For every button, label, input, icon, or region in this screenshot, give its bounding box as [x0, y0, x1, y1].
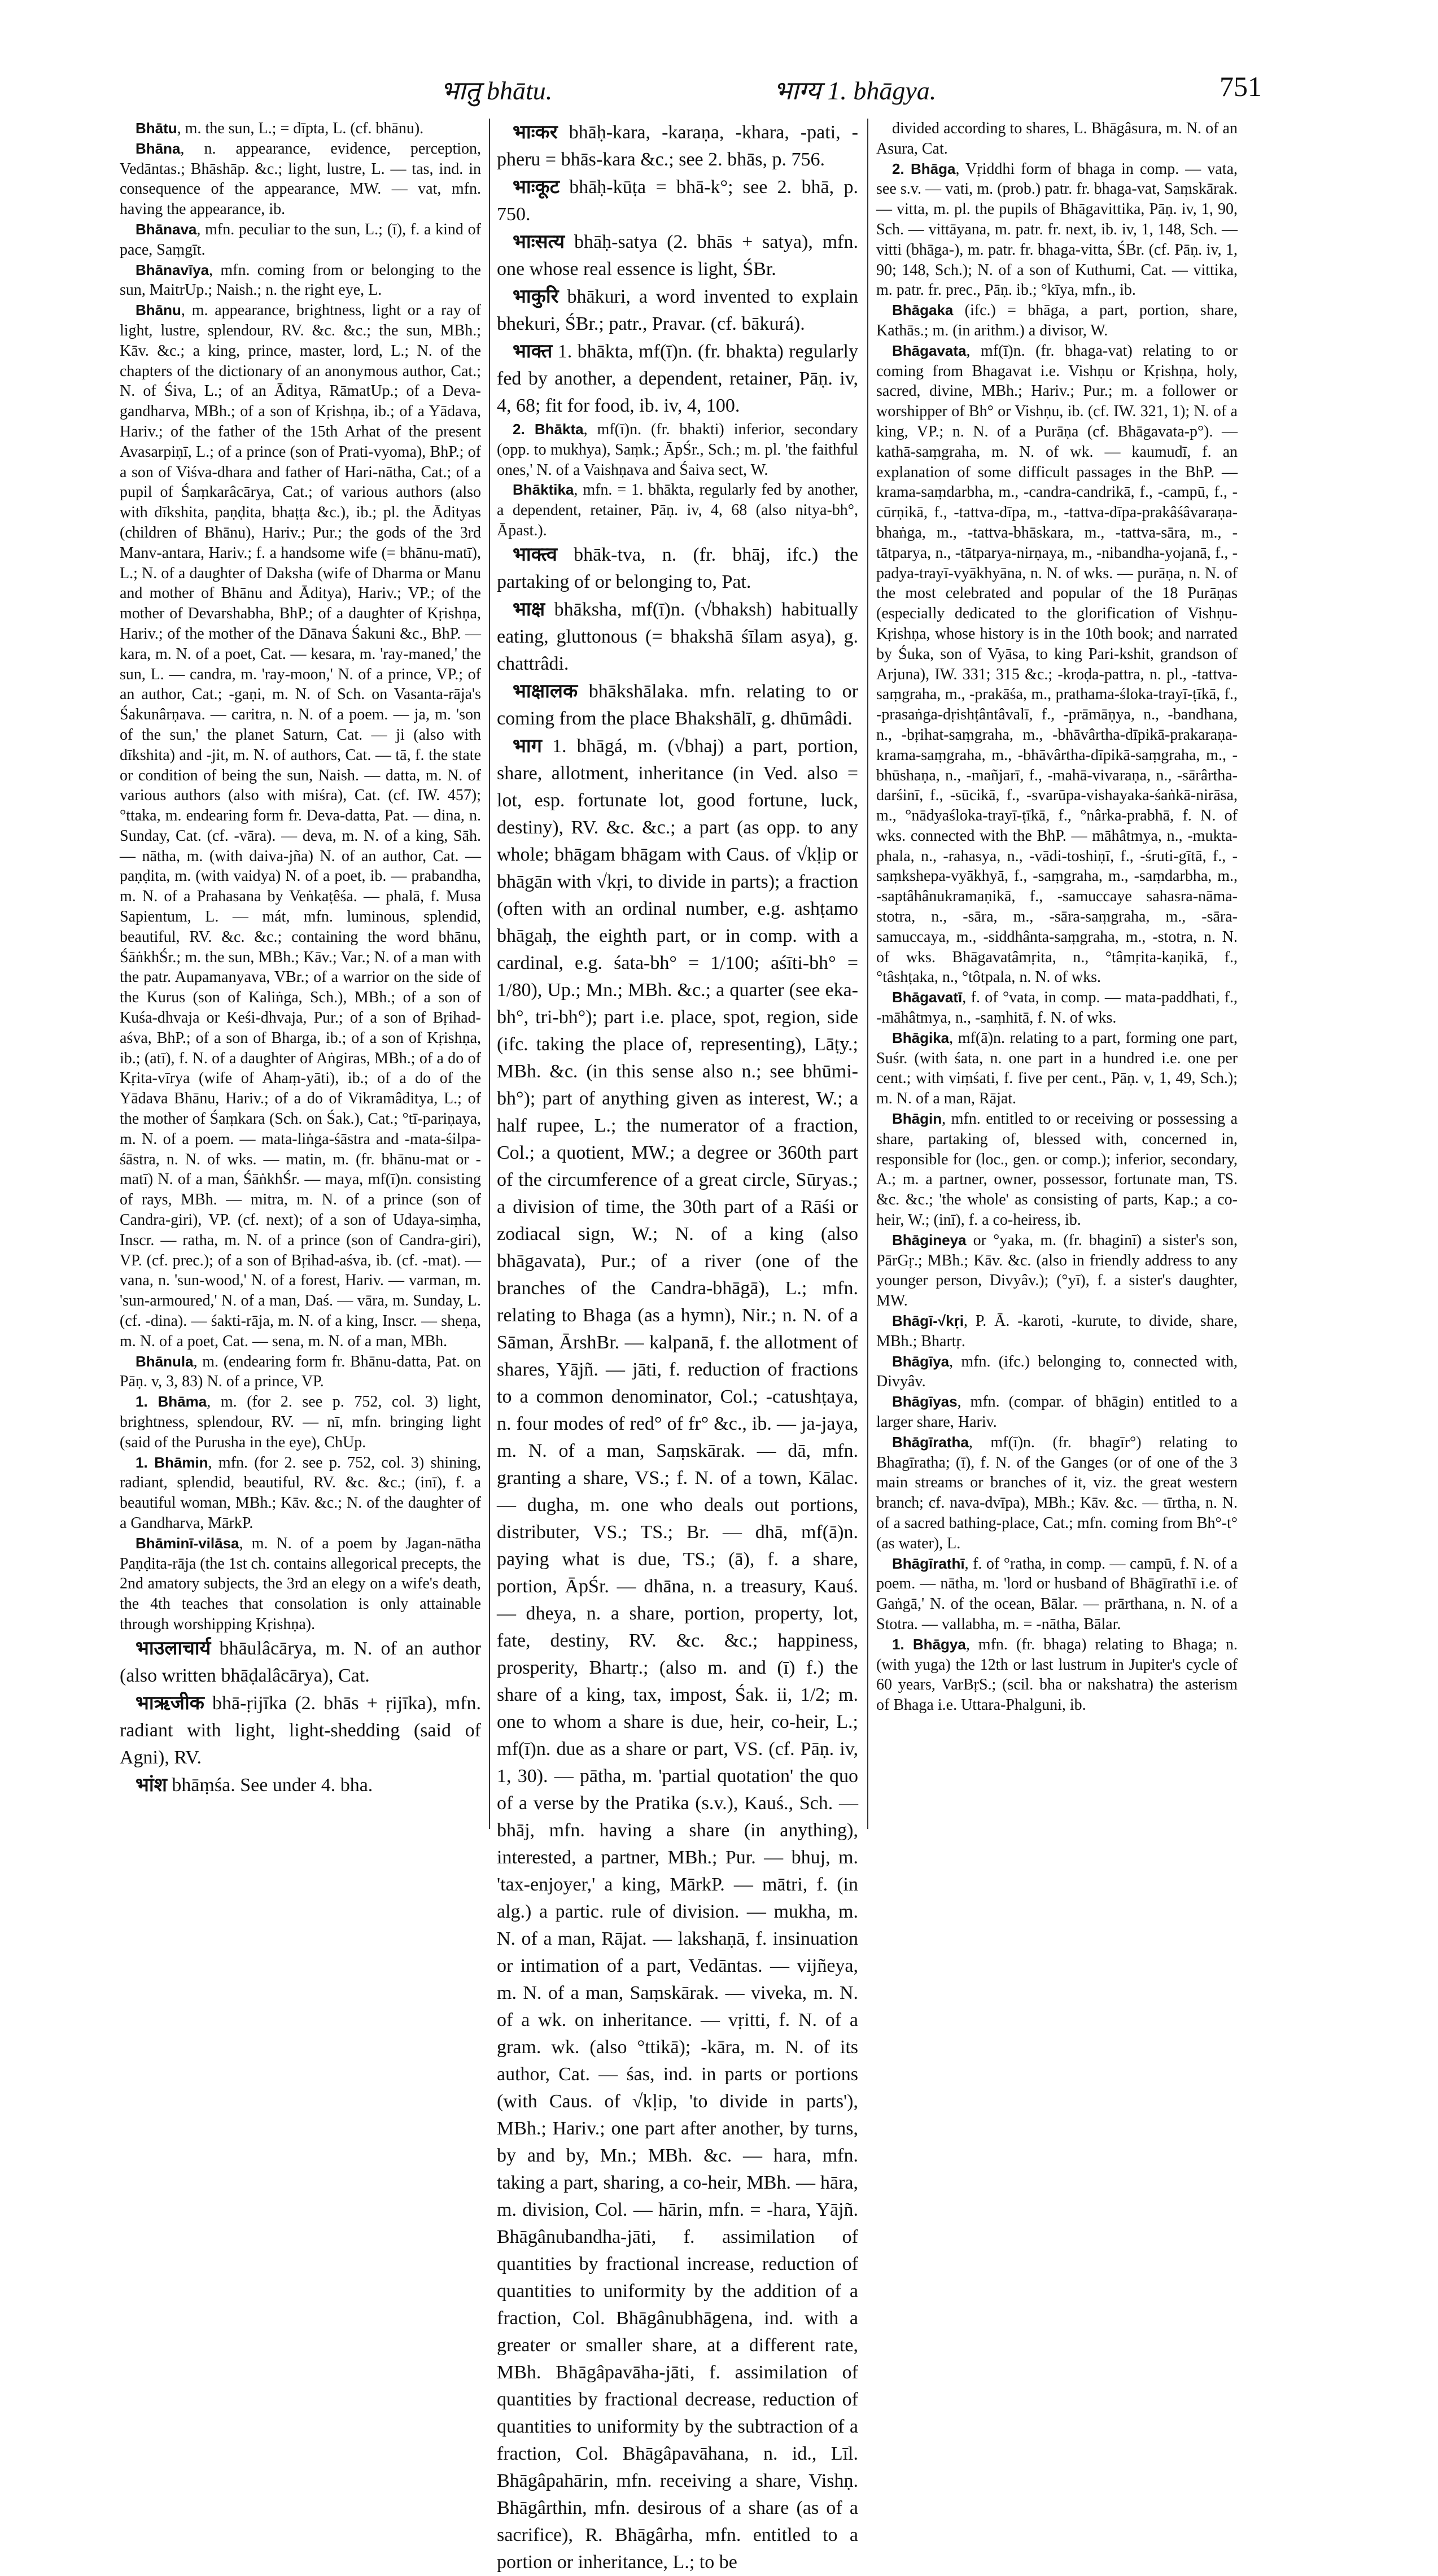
devanagari-headword: भाग — [513, 734, 542, 757]
entry-definition: , mfn. (compar. of bhāgin) entitled to a larger share, Hariv. — [876, 1393, 1238, 1431]
headword: Bhānavīya — [136, 261, 209, 278]
column-1 — [120, 119, 481, 1846]
dictionary-entry — [497, 338, 858, 420]
devanagari-headword: भाकुरि — [513, 285, 559, 308]
entry-definition: , f. of °vata, in comp. — mata-paddhati, f., -māhâtmya, n., -saṃhitā, f. N. of wks. — [876, 989, 1238, 1027]
headword: Bhāgīratha — [892, 1433, 969, 1451]
headword: 1. Bhāmin — [136, 1453, 208, 1471]
headword: Bhānava — [136, 220, 197, 238]
entry-definition: , m. the sun, L.; = dīpta, L. (cf. bhānu). — [177, 120, 424, 137]
entry-definition: bhākshālaka. mfn. relating to or coming from the place Bhakshālī, g. dhūmâdi. — [497, 680, 858, 729]
entry-definition: bhāḥ-satya (2. bhās + satya), mfn. one whose real essence is light, ŚBr. — [497, 232, 858, 280]
dictionary-entry — [120, 1689, 481, 1771]
dictionary-entry — [876, 341, 1238, 988]
devanagari-headword: भाक्त — [513, 340, 553, 363]
entry-definition: or °yaka, m. (fr. bhaginī) a sister's son, PārGṛ.; MBh.; Kāv. &c. (also in friendly address to any younger person, Divyâv.); (°yī), f. a sister's daughter, MW. — [876, 1231, 1238, 1310]
devanagari-headword: भाक्त्व — [513, 543, 557, 566]
dictionary-entry — [876, 1433, 1238, 1554]
dictionary-entry — [876, 300, 1238, 341]
headword: 2. Bhākta — [513, 421, 584, 438]
headword: Bhāgīyas — [892, 1393, 958, 1411]
dictionary-entry — [876, 1635, 1238, 1715]
entry-definition: , mfn. (for 2. see p. 752, col. 3) shining, radiant, splendid, beautiful, RV. &c. &c.; (inī), f. a beautiful woman, MBh.; Kāv. &c.; N. of the daughter of a Gandharva, MārkP. — [120, 1453, 481, 1532]
headword: Bhāgī-√kṛi — [892, 1312, 964, 1330]
dictionary-entry — [876, 1311, 1238, 1352]
entry-definition: , m. appearance, brightness, light or a ray of light, lustre, splendour, RV. &c. &c.; the sun, MBh.; Kāv. &c.; a king, prince, master, lord, L.; N. of the chapters of the dictionary of an anonymous author, Cat.; N. of Śiva, L.; of an Āditya, RāmatUp.; of a Deva-gandharva, MBh.; of a son of Kṛishṇa, ib.; of a Yādava, Hariv.; of the father of the 15th Arhat of the present Avasarpiṇī, L.; of a prince (son of Prati-vyoma), BhP.; of a son of Viśva-dhara and father of Hari-nātha, Cat.; of a pupil of Śaṃkarâcārya, Cat.; of various authors (also with dīkshita, paṇḍita, bhaṭṭa &c.), ib.; pl. the Ādityas (children of Bhānu), Hariv.; Pur.; the gods of the 3rd Manv-antara, Hariv.; f. a handsome wife (= bhānu-matī), L.; N. of a daughter of Daksha (wife of Dharma or Manu and mother of Bhānu and Āditya), Hariv.; VP.; of the mother of Devarshabha, BhP.; of a daughter of Kṛishṇa, Hariv.; of the mother of the Dānava Śakuni &c., BhP. — kara, m. N. of a poet, Cat. — kesara, m. 'ray-maned,' the sun, L. — candra, m. 'ray-moon,' N. of a prince, VP.; of an author, Cat.; -gaṇi, m. N. of Sch. on Vasanta-rāja's Śakunârṇava. — caritra, n. N. of a poem. — ja, m. 'son of the sun,' the planet Saturn, Cat. — ji (also with dīkshita) and -jit, m. N. of authors, Cat. — tā, f. the state or condition of being the sun, Naish. — datta, m. N. of various authors (also with miśra), Cat. (cf. IW. 457); °ttaka, m. endearing form fr. Deva-datta, Pat. — dina, n. Sunday, Cat. (cf. -vāra). — deva, m. N. of a king, Sāh. — nātha, m. (with daiva-jña) N. of an author, Cat. — paṇḍita, m. (with vaidya) N. of a poet, ib. — prabandha, m. N. of a Prahasana by Veṅkaṭêśa. — phalā, f. Musa Sapientum, L. — mát, mfn. luminous, splendid, beautiful, RV. &c. &c.; containing the word bhānu, ŚāṅkhŚr.; m. the sun, MBh.; Kāv.; Var.; N. of a man with the patr. Aupamanyava, VBr.; of a warrior on the side of the Kurus (son of Kaliṅga, Sch.), MBh.; of a son of Kuśa-dhvaja or Keśi-dhvaja, Pur.; of a son of Bṛihad-aśva, BhP.; of a son of Bharga, ib.; of a son of Kṛishṇa, ib.; (atī), f. N. of a daughter of Aṅgiras, MBh.; of a do of Kṛita-vīrya (wife of Ahaṃ-yāti), ib.; of a do of the Yādava Bhānu, Hariv.; of a do of Vikramâditya, L.; of the mother of Śaṃkara (Sch. on Śak.), Cat.; °tī-pariṇaya, m. N. of a poem. — mata-liṅga-śāstra and -mata-śilpa-śāstra, n. N. of wks. — matin, m. (fr. bhānu-mat or -matī) N. of a man, ŚāṅkhŚr. — maya, mf(ī)n. consisting of rays, MBh. — mitra, m. N. of a prince (son of Candra-giri), VP. (cf. next); of a son of Udaya-siṃha, Inscr. — ratha, m. N. of a prince (son of Candra-giri), VP. (cf. prec.); of a son of Bṛihad-aśva, ib. (cf. -mat). — vana, n. 'sun-wood,' N. of a forest, Hariv. — varman, m. 'sun-armoured,' N. of a man, Daś. — vāra, m. Sunday, L. (cf. -dina). — śakti-rāja, m. N. of a king, Inscr. — sheṇa, m. N. of a poet, Cat. — sena, m. N. of a man, MBh. — [120, 302, 481, 1350]
entry-definition: , mfn. peculiar to the sun, L.; (ī), f. a kind of pace, Saṃgīt. — [120, 220, 481, 259]
headword: 2. Bhāga — [892, 160, 956, 177]
dictionary-entry — [876, 1352, 1238, 1392]
devanagari-headword: भांश — [136, 1773, 167, 1796]
entry-definition: bhāṃśa. See under 4. bha. — [167, 1774, 373, 1796]
dictionary-entry — [497, 678, 858, 732]
headword: Bhāgika — [892, 1029, 950, 1046]
entry-definition: bhā-ṛijīka (2. bhās + ṛijīka), mfn. radiant with light, light-shedding (said of Agni), RV. — [120, 1692, 481, 1768]
dictionary-entry — [876, 159, 1238, 301]
dictionary-entry — [876, 1392, 1238, 1433]
entry-definition: , f. of °ratha, in comp. — campū, f. N. of a poem. — nātha, m. 'lord or husband of Bhāgīrathī i.e. of Gaṅgā,' N. of the ocean, Bālar. — prārthana, n. N. of a Stotra. — vallabha, m. = -nātha, Bālar. — [876, 1555, 1238, 1633]
dictionary-entry — [876, 988, 1238, 1028]
entry-definition: bhāksha, mf(ī)n. (√bhaksh) habitually eating, gluttonous (= bhakshā śīlam asya), g. chattrâdi. — [497, 599, 858, 674]
running-head-right: भाग्य 1. bhāgya. — [773, 76, 937, 105]
dictionary-entry — [497, 420, 858, 480]
dictionary-entry — [876, 1028, 1238, 1109]
headword: Bhāgin — [892, 1110, 942, 1128]
devanagari-headword: भाःकर — [513, 121, 558, 143]
headword: Bhāgīrathī — [892, 1555, 965, 1572]
dictionary-entry — [497, 228, 858, 283]
dictionary-entry — [876, 1109, 1238, 1230]
headword: Bhātu — [136, 120, 177, 137]
dictionary-entry — [497, 596, 858, 678]
entry-definition: bhāḥ-kara, -karaṇa, -khara, -pati, -pheru = bhās-kara &c.; see 2. bhās, p. 756. — [497, 122, 858, 170]
dictionary-entry — [497, 480, 858, 540]
entry-definition: , P. Ā. -karoti, -kurute, to divide, share, MBh.; Bhartṛ. — [876, 1312, 1238, 1350]
dictionary-entry — [120, 1392, 481, 1452]
devanagari-headword: भाःकूट — [513, 176, 560, 198]
dictionary-entry — [120, 1453, 481, 1534]
headword: Bhāgīya — [892, 1352, 950, 1370]
column-divider — [489, 119, 490, 1829]
entry-definition: , mfn. (fr. bhaga) relating to Bhaga; n. (with yuga) the 12th or last lustrum in Jupiter's cycle of 60 years, VarBṛS.; (scil. bha or nakshatra) the asterism of Bhaga i.e. Uttara-Phalguni, ib. — [876, 1635, 1238, 1714]
entry-definition: , mfn. (ifc.) belonging to, connected with, Divyâv. — [876, 1352, 1238, 1391]
page-number: 751 — [1220, 71, 1262, 102]
dictionary-entry — [876, 119, 1238, 159]
dictionary-entry — [876, 1230, 1238, 1311]
entry-definition: , mf(ā)n. relating to a part, forming one part, Suśr. (with śata, n. one part in a hundred i.e. one per cent.; with viṃśati, f. five per cent., Pāṇ. v, 1, 49, Sch.); m. N. of a man, Rājat. — [876, 1029, 1238, 1108]
entry-definition: , mfn. = 1. bhākta, regularly fed by another, a dependent, retainer, Pāṇ. iv, 4, 68 (also nitya-bh°, Āpast.). — [497, 481, 858, 539]
headword: Bhānu — [136, 302, 181, 319]
entry-definition: , m. (for 2. see p. 752, col. 3) light, brightness, splendour, RV. — nī, mfn. bringing light (said of the Purusha in the eye), ChUp. — [120, 1393, 482, 1451]
dictionary-entry — [497, 283, 858, 338]
entry-definition: bhākuri, a word invented to explain bhekuri, ŚBr.; patr., Pravar. (cf. bākurá). — [497, 286, 858, 334]
running-head-left: भातु bhātu. — [440, 76, 553, 105]
dictionary-entry — [497, 732, 858, 2576]
entry-definition: bhāk-tva, n. (fr. bhāj, ifc.) the partaking of or belonging to, Pat. — [497, 544, 858, 592]
headword: Bhāktika — [513, 481, 574, 499]
entry-definition: bhāulâcārya, m. N. of an author (also written bhāḍalâcārya), Cat. — [120, 1638, 481, 1686]
entry-definition: , mfn. entitled to or receiving or possessing a share, partaking of, blessed with, concerned in, responsible for (loc., gen. or comp.); inferior, secondary, A.; m. a partner, owner, possessor, fortunate man, TS. &c. &c.; 'the whole' as consisting of parts, Kap.; a co-heir, W.; (inī), f. a co-heiress, ib. — [876, 1110, 1238, 1229]
column-divider — [867, 119, 868, 1829]
headword: Bhāgineya — [892, 1231, 967, 1248]
entry-definition: 1. bhāgá, m. (√bhaj) a part, portion, share, allotment, inheritance (in Ved. also = lot, esp. fortunate lot, good fortune, luck, destiny), RV. &c. &c.; a part (as opp. to any whole; bhāgam bhāgam with Caus. of √kḷip or bhāgān with √kṛi, to divide in parts); a fraction (often with an ordinal number, e.g. ashṭamo bhāgaḥ, the eighth part, or in comp. with a cardinal, e.g. śata-bh° = 1/100; aśīti-bh° = 1/80), Up.; Mn.; MBh. &c.; a quarter (see eka-bh°, tri-bh°); part i.e. place, spot, region, side (ifc. taking the place of, representing), Lāṭy.; MBh. &c. (in this sense also n.; see bhūmi-bh°); part of anything given as interest, W.; a half rupee, L.; the numerator of a fraction, Col.; a quotient, MW.; a degree or 360th part of the circumference of a great circle, Sūryas.; a division of time, the 30th part of a Rāśi or zodiacal sign, W.; N. of a king (also bhāgavata), Pur.; of a river (one of the branches of the Candra-bhāgā), L.; mfn. relating to Bhaga (as a hymn), Nir.; n. N. of a Sāman, ĀrshBr. — kalpanā, f. the allotment of shares, Yājñ. — jāti, f. reduction of fractions to a common denominator, Col.; -catushṭaya, n. four modes of red° of fr° &c., ib. — ja-jaya, m. N. of a man, Saṃskārak. — dā, mfn. granting a share, VS.; f. N. of a town, Kālac. — dugha, m. one who deals out portions, distributer, VS.; TS.; Br. — dhā, mf(ā)n. paying what is due, TS.; (ā), f. a share, portion, ĀpŚr. — dhāna, n. a treasury, Kauś. — dheya, n. a share, portion, property, lot, fate, destiny, RV. &c. &c.; happiness, prosperity, Bhartṛ.; (also m. and (ī) f.) the share of a king, tax, impost, Śak. ii, 1/2; m. one to whom a share is due, heir, co-heir, L.; mf(ī)n. due as a share or part, VS. (cf. Pāṇ. iv, 1, 30). — pātha, m. 'partial quotation' the quo of a verse by the Pratika (s.v.), Kauś., Sch. — bhāj, mfn. having a share (in anything), interested, a partner, MBh.; Pur. — bhuj, m. 'tax-enjoyer,' a king, MārkP. — mātri, f. (in alg.) a partic. rule of division. — mukha, m. N. of a man, Rājat. — lakshaṇā, f. insinuation or intimation of a part, Vedāntas. — vijñeya, m. N. of a man, Saṃskārak. — viveka, m. N. of a wk. on inheritance. — vṛitti, f. N. of a gram. wk. (also °ttikā); -kāra, m. N. of its author, Cat. — śas, ind. in parts or portions (with Caus. of √kḷip, 'to divide in parts'), MBh.; Hariv.; one part after another, by turns, by and by, Mn.; MBh. &c. — hara, mfn. taking a part, sharing, a co-heir, MBh. — hāra, m. division, Col. — hārin, mfn. = -hara, Yājñ. Bhāgânubandha-jāti, f. assimilation of quantities by fractional increase, reduction of quantities to uniformity by the addition of a fraction, Col. Bhāgânubhāgena, ind. with a greater or smaller share, at a different rate, MBh. Bhāgâpavāha-jāti, f. assimilation of quantities by fractional decrease, reduction of quantities to uniformity by the subtraction of a fraction, Col. Bhāgâpavāhana, n. id., Līl. Bhāgâpahārin, mfn. receiving a share, Vishṇ. Bhāgârthin, mfn. desirous of a share (as of a sacrifice), R. Bhāgârha, mfn. entitled to a portion or inheritance, L.; to be — [497, 735, 858, 2573]
devanagari-headword: भाःसत्य — [513, 230, 565, 253]
devanagari-headword: भाक्ष — [513, 597, 545, 621]
headword: 1. Bhāma — [136, 1393, 207, 1411]
entry-definition: , m. (endearing form fr. Bhānu-datta, Pat. on Pāṇ. v, 3, 83) N. of a prince, VP. — [120, 1352, 481, 1391]
entry-definition: bhāḥ-kūṭa = bhā-k°; see 2. bhā, p. 750. — [497, 177, 858, 225]
devanagari-headword: भाऋजीक — [136, 1691, 204, 1714]
dictionary-entry — [120, 1534, 481, 1635]
dictionary-entry — [120, 1635, 481, 1689]
headword: Bhāgavatī — [892, 989, 963, 1006]
dictionary-entry — [497, 173, 858, 228]
dictionary-entry — [497, 541, 858, 596]
dictionary-entry — [120, 139, 481, 220]
dictionary-entry — [120, 300, 481, 1351]
entry-definition: (ifc.) = bhāga, a part, portion, share, Kathās.; m. (in arithm.) a divisor, W. — [876, 302, 1238, 339]
headword: 1. Bhāgya — [892, 1635, 966, 1653]
headword: Bhānula — [136, 1352, 194, 1370]
column-3 — [876, 119, 1238, 1846]
dictionary-entry — [497, 119, 858, 173]
entry-definition: divided according to shares, L. Bhāgâsura, m. N. of an Asura, Cat. — [876, 120, 1238, 158]
entry-definition: , mf(ī)n. (fr. bhaga-vat) relating to or coming from Bhagavat i.e. Vishṇu or Kṛishṇa, holy, sacred, divine, MBh.; Hariv.; Pur.; m. a follower or worshipper of Bh° or Vishṇu, ib. (cf. IW. 321, 1); N. of a king, VP.; n. N. of a Purāṇa (cf. Bhāgavata-p°). — kathā-saṃgraha, m. N. of wk. — kaumudī, f. an explanation of some difficult passages in the BhP. — krama-saṃdarbha, m., -candra-candrikā, f., -campū, f., -cūrṇikā, f., -tattva-dīpa, m., -tattva-dīpa-prakâśâvaraṇa-bhaṅga, m., -tattva-bhāskara, m., -tattva-sāra, m., -tātparya, n., -tātparya-nirṇaya, m., -nibandha-yojanā, f., -padya-trayī-vyākhyāna, n. N. of wks. — purāṇa, n. N. of the most celebrated and popular of the 18 Purāṇas (especially dedicated to the glorification of Vishṇu-Kṛishṇa, whose history is in the 10th book; and narrated by Śuka, son of Vyāsa, to king Pari-kshit, grandson of Arjuna), IW. 331; 315 &c.; -kroḍa-pattra, n. pl., -tattva-saṃgraha, m., -prakāśa, m., prathama-śloka-trayī-ṭīkā, f., -prasaṅga-dṛishṭântâvalī, f., -prāmāṇya, n., -bandhana, n., -bṛihat-saṃgraha, m., -bhāvârtha-dīpikā-prakaraṇa-krama-saṃgraha, m., -bhāvârtha-dīpikā-saṃgraha, m., -bhūshaṇa, n., -mañjarī, f., -mahā-vivaraṇa, n., -sārârtha-darśinī, f., -sūcikā, f., -svarūpa-vishayaka-śaṅkā-nirāsa, m., °nādyaśloka-trayī-ṭīkā, f., °nârka-prabhā, f. N. of wks. connected with the BhP. — māhâtmya, n., -mukta-phala, n., -rahasya, n., -vādi-toshiṇī, f., -śruti-gītā, f., -saṃkshepa-vyākhyā, f., -saṃgraha, m., -saṃdarbha, m., -saptâhânukramaṇikā, f., -samuccaye sahasra-nāma-stotra, n., -sāra, m., -sāra-saṃgraha, m., -sāra-samuccaya, m., -siddhânta-saṃgraha, m., -stotra, n. N. of wks. Bhāgavatâmṛita, n., °tâmṛita-kaṇikā, f., °tâshṭaka, n., °tôtpala, n. N. of wks. — [876, 342, 1238, 986]
dictionary-entry — [876, 1554, 1238, 1635]
headword: Bhāgavata — [892, 342, 967, 359]
page-header — [0, 0, 1438, 113]
entry-definition: , mf(ī)n. (fr. bhagīr°) relating to Bhagīratha; (ī), f. N. of the Ganges (or of one of the 3 main streams or branches of it, viz. the great western branch; cf. nava-dvīpa), MBh.; Kāv. &c. — tīrtha, n. N. of a sacred bathing-place, Cat.; mfn. coming from Bh°-t° (as water), L. — [876, 1433, 1238, 1552]
devanagari-headword: भाउलाचार्य — [136, 1636, 211, 1660]
headword: Bhāminī-vilāsa — [136, 1534, 239, 1552]
dictionary-entry — [120, 119, 481, 139]
dictionary-entry — [120, 220, 481, 260]
devanagari-headword: भाक्षालक — [513, 679, 578, 702]
entry-definition: , Vṛiddhi form of bhaga in comp. — vata, see s.v. — vati, m. (prob.) patr. fr. bhaga-vat, Saṃskārak. — vitta, m. pl. the pupils of Bhāgavittika, Pāṇ. iv, 1, 90, Sch. — vittāyana, m. patr. fr. next, ib. iv, 1, 148, Sch. — vitti (bhāga-), m. patr. fr. bhaga-vitta, ŚBr. (cf. Pāṇ. iv, 1, 90; 148, Sch.); N. of a son of Kuthumi, Cat. — vittika, m. patr. fr. prec., Pāṇ. ib.; °kīya, mfn., ib. — [876, 160, 1238, 299]
headword: Bhāgaka — [892, 302, 954, 319]
entry-definition: , m. N. of a poem by Jagan-nātha Paṇḍita-rāja (the 1st ch. contains allegorical precepts, the 2nd amatory subjects, the 3rd an elegy on a wife's death, the 4th teaches that consolation is only attainable through worshipping Kṛishṇa). — [120, 1534, 481, 1633]
column-2 — [497, 119, 858, 2573]
dictionary-entry — [120, 1352, 481, 1392]
dictionary-entry — [120, 1771, 481, 1799]
dictionary-entry — [120, 260, 481, 301]
entry-definition: 1. bhākta, mf(ī)n. (fr. bhakta) regularly fed by another, a dependent, retainer, Pāṇ. iv, 4, 68; fit for food, ib. iv, 4, 100. — [497, 341, 858, 416]
entry-definition: , n. appearance, evidence, perception, Vedāntas.; Bhāshāp. &c.; light, lustre, L. — tas, ind. in consequence of the appearance, MW. — vat, mfn. having the appearance, ib. — [120, 139, 481, 219]
entry-definition: , mf(ī)n. (fr. bhakti) inferior, secondary (opp. to mukhya), Saṃk.; ĀpŚr., Sch.; m. pl. 'the faithful ones,' N. of a Vaishṇava and Śaiva sect, W. — [497, 421, 858, 479]
headword: Bhāna — [136, 139, 181, 157]
entry-definition: , mfn. coming from or belonging to the sun, MaitrUp.; Naish.; n. the right eye, L. — [120, 261, 481, 299]
